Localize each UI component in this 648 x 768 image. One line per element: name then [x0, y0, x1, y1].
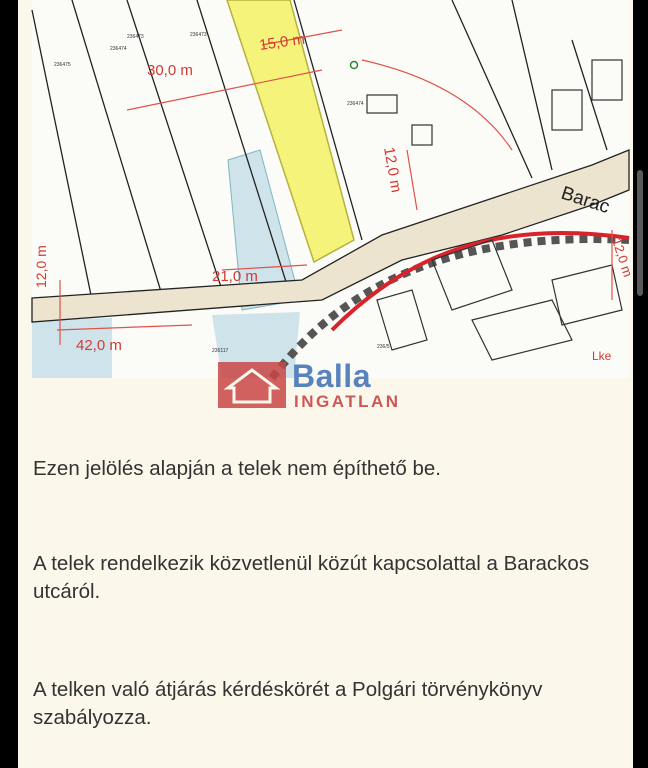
parcel-number: 236473 — [190, 32, 207, 38]
balla-ingatlan-watermark — [218, 358, 458, 410]
parcel-number: 236475 — [54, 62, 71, 68]
scrollbar-thumb[interactable] — [637, 170, 643, 296]
dimension-label: 15,0 m — [258, 30, 306, 54]
dimension-label: 12,0 m — [33, 245, 49, 288]
parcel-number: 236474 — [110, 46, 127, 52]
cadastral-map-image[interactable] — [32, 0, 636, 378]
dimension-label: 12,0 m — [609, 236, 636, 279]
dimension-label: 42,0 m — [76, 337, 122, 354]
parcel-number: 236/5 — [377, 344, 390, 350]
page-frame — [18, 0, 636, 768]
map-label: Lke — [592, 349, 612, 363]
watermark-brand: Balla — [292, 358, 371, 394]
parcel-number: 236117 — [212, 348, 229, 354]
dimension-label: 30,0 m — [147, 62, 193, 79]
dimension-label: 21,0 m — [212, 268, 258, 285]
parcel-number: 236474 — [347, 101, 364, 107]
house-logo-icon — [218, 362, 286, 408]
street-label: Barac — [558, 182, 613, 219]
dimension-label: 12,0 m — [380, 145, 405, 194]
text-paragraph-1: Ezen jelölés alapján a telek nem építhető be. — [33, 457, 441, 480]
parcel-number: 236473 — [127, 34, 144, 40]
watermark-subtitle: INGATLAN — [294, 392, 401, 411]
point-marker — [351, 62, 358, 69]
map-drawing — [32, 0, 636, 378]
text-paragraph-2: A telek rendelkezik közvetlenül közút kapcsolattal a Barackos utcáról. — [33, 552, 590, 603]
text-paragraph-3: A telken való átjárás kérdéskörét a Polgári törvénykönyv szabályozza. — [33, 678, 543, 729]
